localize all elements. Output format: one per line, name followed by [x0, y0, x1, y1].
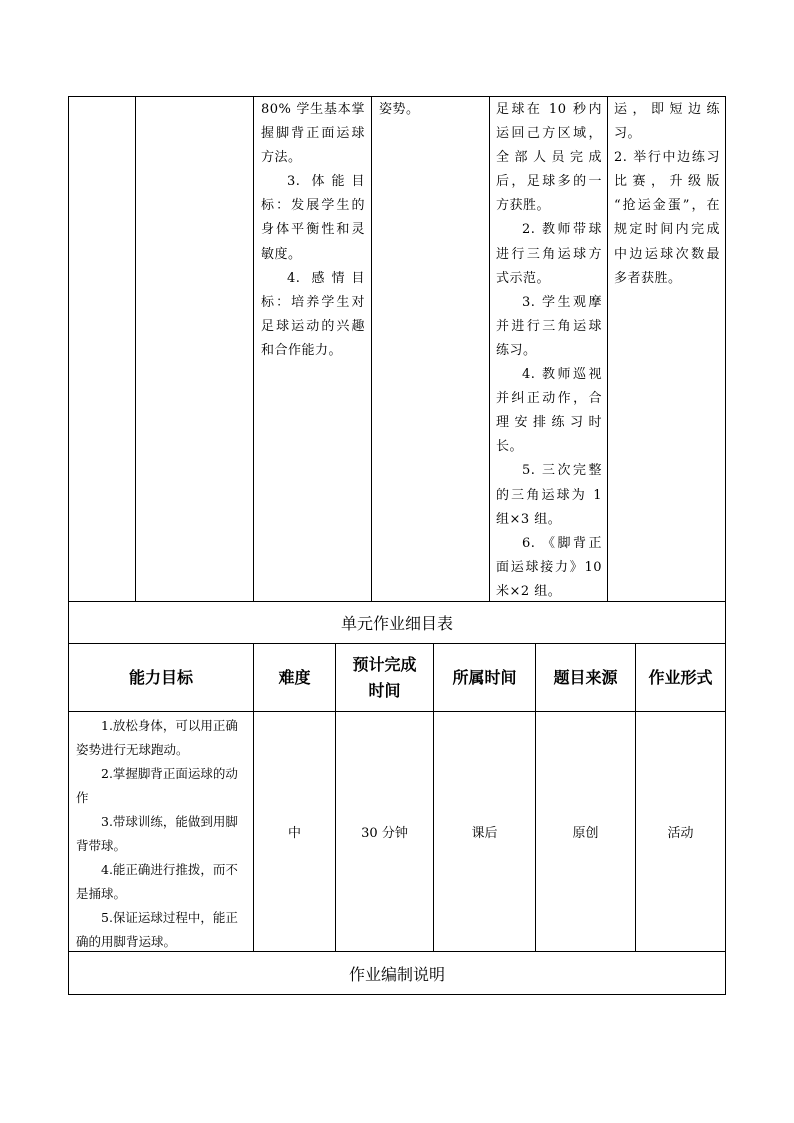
source-value: 原创: [572, 826, 599, 841]
top-col-divider-4: [489, 96, 490, 601]
unit-homework-title: 单元作业细目表: [340, 614, 453, 633]
header-time-estimate-line2: 时间: [368, 680, 401, 700]
header-ability: 能力目标: [128, 667, 193, 687]
process-paragraph: 6. 《脚背正面运球接力》10 米×2 组。: [496, 535, 602, 599]
top-col-divider-1: [135, 96, 136, 601]
practice-paragraph: 2. 举行中边练习比赛，升级版 “抢运金蛋”，在规定时间内完成中边运球次数最多者获胜。: [614, 150, 720, 286]
ability-goal: 1.放松身体，可以用正确姿势进行无球跑动。: [76, 718, 238, 757]
table-top-border: [68, 96, 726, 97]
header-period: 所属时间: [452, 667, 517, 687]
top-col-divider-2: [253, 96, 254, 601]
top-col-divider-3: [371, 96, 372, 601]
process-paragraph: 4. 教师巡视并纠正动作，合理安排练习时长。: [496, 367, 602, 455]
header-difficulty: 难度: [278, 667, 311, 687]
ability-goal: 5.保证运球过程中，能正确的用脚背运球。: [76, 910, 238, 949]
time-estimate-value: 30 分钟: [361, 826, 408, 841]
homework-notes-title: 作业编制说明: [348, 964, 445, 984]
header-source: 题目来源: [553, 667, 618, 687]
process-paragraph: 3. 学生观摩并进行三角运球练习。: [496, 294, 602, 358]
process-paragraph: 5. 三次完整的三角运球为 1 组×3 组。: [496, 463, 602, 527]
key-points-cell: [379, 98, 483, 122]
objective-paragraph: 80% 学生基本掌握脚背正面运球方法。: [261, 102, 365, 166]
objectives-cell: [261, 98, 365, 363]
table-left-border: [68, 96, 69, 995]
ability-goals-cell: [76, 714, 248, 954]
table-right-border: [725, 96, 726, 995]
ability-goal: 3.带球训练，能做到用脚背带球。: [76, 814, 238, 853]
teaching-process-cell: [496, 98, 602, 604]
header-form: 作业形式: [648, 667, 713, 687]
header-time-estimate: [336, 644, 433, 711]
practice-cell: [614, 98, 720, 291]
difficulty-value: 中: [287, 826, 301, 841]
objective-paragraph: 3. 体能目标：发展学生的身体平衡性和灵敏度。: [261, 174, 365, 262]
objective-paragraph: 4. 感情目标：培养学生对足球运动的兴趣和合作能力。: [261, 270, 365, 358]
key-points-text: 姿势。: [379, 102, 420, 117]
ability-goal: 2.掌握脚背正面运球的动作: [76, 766, 238, 805]
top-col-divider-5: [607, 96, 608, 601]
process-paragraph: 足球在 10 秒内运回己方区域，全部人员完成后，足球多的一方获胜。: [496, 102, 602, 214]
table-bottom-border: [68, 994, 726, 995]
process-paragraph: 2. 教师带球进行三角运球方式示范。: [496, 222, 602, 286]
form-value: 活动: [667, 826, 694, 841]
period-value: 课后: [471, 826, 498, 841]
practice-paragraph: 运，即短边练习。: [614, 102, 720, 142]
ability-goal: 4.能正确进行推拨，而不是捅球。: [76, 862, 238, 901]
header-time-estimate-line1: 预计完成: [352, 654, 417, 674]
